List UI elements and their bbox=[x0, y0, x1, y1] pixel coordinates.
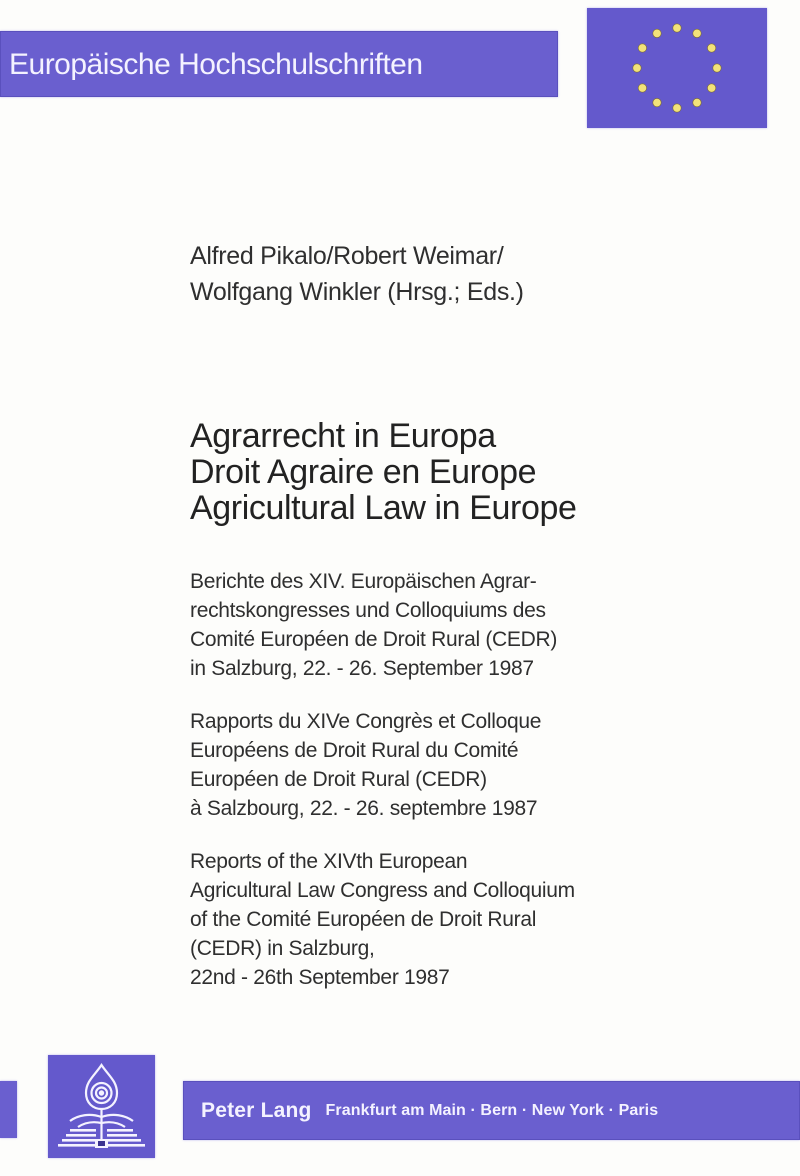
description-english bbox=[190, 847, 575, 992]
description-line: Rapports du XIVe Congrès et Colloque bbox=[190, 710, 542, 733]
series-title-bar bbox=[0, 31, 558, 97]
authors-block bbox=[190, 238, 524, 310]
publisher-logo-graphic bbox=[48, 1055, 155, 1158]
series-title: Europäische Hochschulschriften bbox=[9, 48, 423, 81]
description-line: rechtskongresses und Colloquiums des bbox=[190, 599, 546, 622]
title-german: Agrarrecht in Europa bbox=[190, 417, 496, 455]
description-line: Européens de Droit Rural du Comité bbox=[190, 739, 519, 762]
description-french bbox=[190, 707, 541, 823]
eu-stars-circle bbox=[587, 8, 767, 128]
description-line: Agricultural Law Congress and Colloquium bbox=[190, 879, 575, 902]
publisher-bar bbox=[183, 1081, 800, 1140]
authors-line: Wolfgang Winkler (Hrsg.; Eds.) bbox=[190, 278, 524, 306]
description-line: à Salzbourg, 22. - 26. septembre 1987 bbox=[190, 797, 538, 820]
lamp-book-logo-icon bbox=[48, 1055, 155, 1158]
description-line: Reports of the XIVth European bbox=[190, 850, 468, 873]
title-english: Agricultural Law in Europe bbox=[190, 489, 577, 527]
description-german bbox=[190, 567, 557, 683]
description-line: of the Comité Européen de Droit Rural bbox=[190, 908, 537, 931]
decorative-stub-bar bbox=[0, 1081, 17, 1138]
description-line: (CEDR) in Salzburg, bbox=[190, 937, 375, 960]
description-line: 22nd - 26th September 1987 bbox=[190, 966, 450, 989]
publisher-cities: Frankfurt am Main · Bern · New York · Paris bbox=[325, 1101, 659, 1119]
book-titles bbox=[190, 418, 576, 526]
description-line: Comité Européen de Droit Rural (CEDR) bbox=[190, 628, 558, 651]
eu-flag-icon bbox=[587, 8, 767, 128]
description-line: in Salzburg, 22. - 26. September 1987 bbox=[190, 657, 534, 680]
title-french: Droit Agraire en Europe bbox=[190, 453, 537, 491]
authors-line: Alfred Pikalo/Robert Weimar/ bbox=[190, 242, 504, 270]
description-line: Européen de Droit Rural (CEDR) bbox=[190, 768, 487, 791]
publisher-name: Peter Lang bbox=[201, 1098, 312, 1122]
description-line: Berichte des XIV. Europäischen Agrar- bbox=[190, 570, 537, 593]
